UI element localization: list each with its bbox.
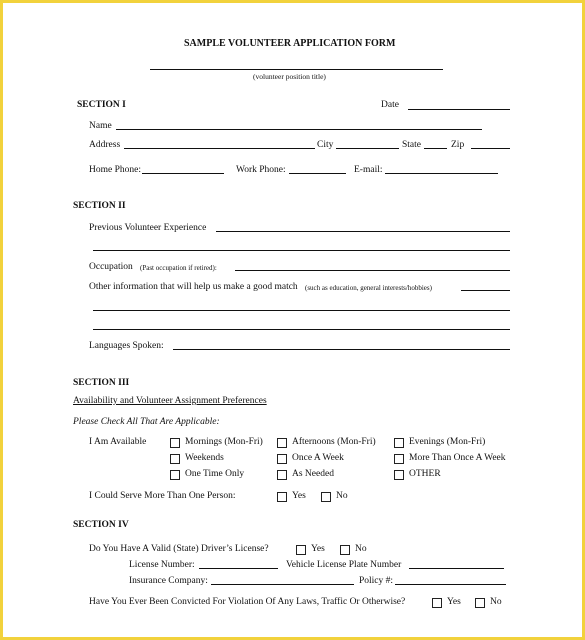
- city-field[interactable]: [336, 148, 399, 149]
- conviction-no-label: No: [490, 597, 502, 607]
- zip-field[interactable]: [471, 148, 510, 149]
- email-field[interactable]: [385, 173, 498, 174]
- serve-more-no-label: No: [336, 491, 348, 501]
- occupation-label: Occupation: [89, 262, 133, 272]
- occupation-note: (Past occupation if retired):: [140, 264, 217, 272]
- other-info-label: Other information that will help us make a good match: [89, 282, 298, 292]
- address-label: Address: [89, 140, 121, 150]
- state-label: State: [402, 140, 421, 150]
- availability-subheading: Availability and Volunteer Assignment Preferences: [73, 396, 267, 406]
- languages-label: Languages Spoken:: [89, 341, 164, 351]
- conviction-yes-checkbox[interactable]: [432, 598, 442, 608]
- application-form-page: [3, 3, 582, 637]
- available-label: I Am Available: [89, 437, 147, 447]
- mornings-label: Mornings (Mon-Fri): [185, 437, 263, 447]
- section-4-heading: SECTION IV: [73, 520, 129, 530]
- address-field[interactable]: [124, 148, 315, 149]
- home-phone-field[interactable]: [142, 173, 224, 174]
- more-than-once-label: More Than Once A Week: [409, 453, 506, 463]
- afternoons-label: Afternoons (Mon-Fri): [292, 437, 376, 447]
- serve-more-label: I Could Serve More Than One Person:: [89, 491, 236, 501]
- serve-more-yes-label: Yes: [292, 491, 306, 501]
- afternoons-checkbox[interactable]: [277, 438, 287, 448]
- policy-field[interactable]: [395, 584, 506, 585]
- section-1-heading: SECTION I: [77, 100, 126, 110]
- home-phone-label: Home Phone:: [89, 165, 141, 175]
- plate-number-label: Vehicle License Plate Number: [286, 560, 402, 570]
- insurance-label: Insurance Company:: [129, 576, 208, 586]
- license-yes-checkbox[interactable]: [296, 545, 306, 555]
- license-no-label: No: [355, 544, 367, 554]
- section-2-heading: SECTION II: [73, 201, 126, 211]
- license-number-label: License Number:: [129, 560, 195, 570]
- work-phone-label: Work Phone:: [236, 165, 286, 175]
- license-yes-label: Yes: [311, 544, 325, 554]
- section-3-heading: SECTION III: [73, 378, 130, 388]
- other-label: OTHER: [409, 469, 441, 479]
- state-field[interactable]: [424, 148, 447, 149]
- license-number-field[interactable]: [199, 568, 278, 569]
- date-field[interactable]: [408, 109, 510, 110]
- languages-field[interactable]: [173, 349, 510, 350]
- experience-label: Previous Volunteer Experience: [89, 223, 207, 233]
- once-a-week-label: Once A Week: [292, 453, 344, 463]
- weekends-checkbox[interactable]: [170, 454, 180, 464]
- evenings-checkbox[interactable]: [394, 438, 404, 448]
- city-label: City: [317, 140, 334, 150]
- form-title: SAMPLE VOLUNTEER APPLICATION FORM: [184, 38, 396, 49]
- email-label: E-mail:: [354, 165, 383, 175]
- experience-field-line-2[interactable]: [93, 250, 510, 251]
- conviction-question: Have You Ever Been Convicted For Violation Of Any Laws, Traffic Or Otherwise?: [89, 597, 406, 607]
- other-info-field-line-3[interactable]: [93, 329, 510, 330]
- other-info-note: (such as education, general interests/hobbies): [305, 284, 432, 292]
- occupation-field[interactable]: [235, 270, 510, 271]
- one-time-only-checkbox[interactable]: [170, 470, 180, 480]
- name-field[interactable]: [116, 129, 482, 130]
- once-a-week-checkbox[interactable]: [277, 454, 287, 464]
- experience-field[interactable]: [216, 231, 510, 232]
- work-phone-field[interactable]: [289, 173, 346, 174]
- more-than-once-checkbox[interactable]: [394, 454, 404, 464]
- check-instruction: Please Check All That Are Applicable:: [73, 417, 220, 427]
- plate-number-field[interactable]: [409, 568, 504, 569]
- other-info-field-line-2[interactable]: [93, 310, 510, 311]
- license-question: Do You Have A Valid (State) Driver’s License?: [89, 544, 269, 554]
- one-time-only-label: One Time Only: [185, 469, 245, 479]
- serve-more-no-checkbox[interactable]: [321, 492, 331, 502]
- as-needed-label: As Needed: [292, 469, 334, 479]
- license-no-checkbox[interactable]: [340, 545, 350, 555]
- name-label: Name: [89, 121, 112, 131]
- as-needed-checkbox[interactable]: [277, 470, 287, 480]
- insurance-field[interactable]: [211, 584, 354, 585]
- conviction-no-checkbox[interactable]: [475, 598, 485, 608]
- date-label: Date: [381, 100, 399, 110]
- position-title-caption: (volunteer position title): [253, 72, 326, 81]
- conviction-yes-label: Yes: [447, 597, 461, 607]
- zip-label: Zip: [451, 140, 465, 150]
- serve-more-yes-checkbox[interactable]: [277, 492, 287, 502]
- other-checkbox[interactable]: [394, 470, 404, 480]
- evenings-label: Evenings (Mon-Fri): [409, 437, 486, 447]
- weekends-label: Weekends: [185, 453, 224, 463]
- other-info-field[interactable]: [461, 290, 510, 291]
- policy-label: Policy #:: [359, 576, 394, 586]
- mornings-checkbox[interactable]: [170, 438, 180, 448]
- position-title-line[interactable]: [150, 69, 443, 70]
